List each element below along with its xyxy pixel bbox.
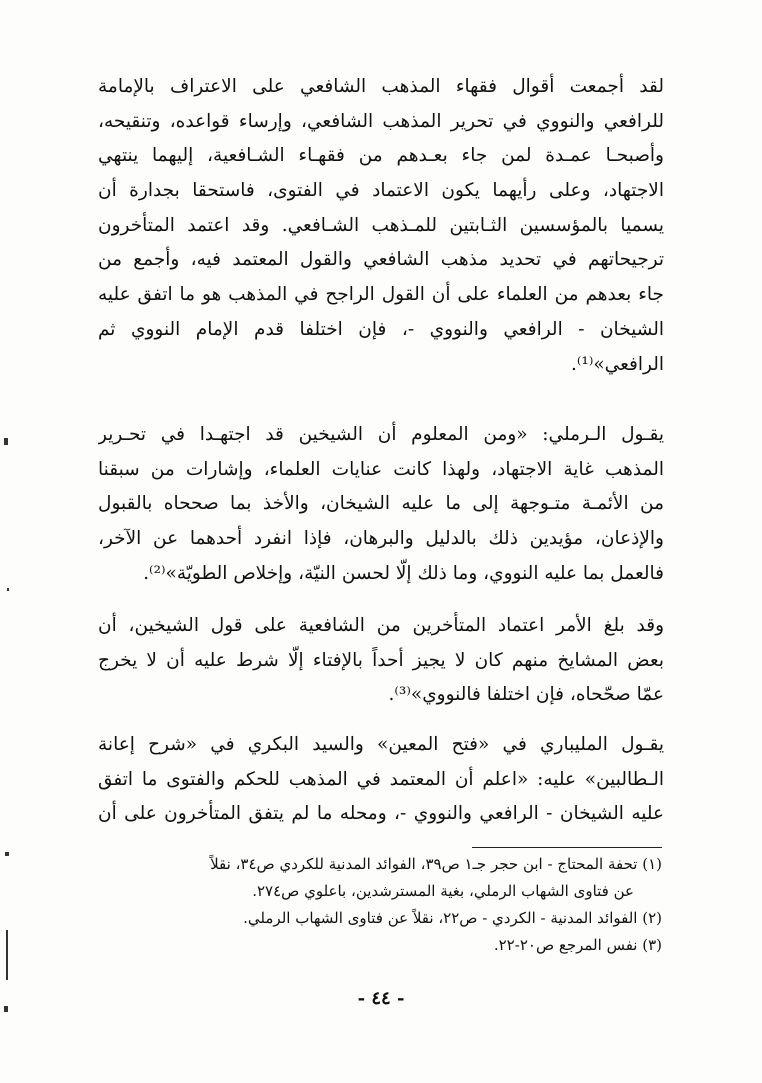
text-line: ترجيحاتهم في تحديد مذهب الشافعي والقول المعتمد فيه، وأجمع من bbox=[98, 249, 664, 271]
text-line: عمّا صحّحاه، فإن اختلفا فالنووي»⁽³⁾. bbox=[388, 684, 664, 706]
text-line: يسميا بالمؤسسين الثـابتين للمـذهب الشـافعي. وقد اعتمد المتأخرون bbox=[98, 214, 664, 236]
footnotes bbox=[110, 851, 662, 959]
text-line: المذهب غاية الاجتهاد، ولهذا كانت عنايات العلماء، وإشارات من سبقنا bbox=[98, 458, 664, 480]
text-line: جاء بعدهم من العلماء على أن القول الراجح في المذهب هو ما اتفق عليه bbox=[98, 284, 664, 306]
page-number: - ٤٤ - bbox=[357, 988, 405, 1009]
text-line: يقـول الـرملي: «ومن المعلوم أن الشيخين قد اجتهـدا في تحـرير bbox=[98, 424, 664, 445]
paragraph-3 bbox=[98, 609, 664, 713]
scan-mark bbox=[6, 930, 8, 980]
paragraph-1 bbox=[98, 70, 664, 382]
text-line: الشيخان - الرافعي والنووي -، فإن اختلفا قدم الإمام النووي ثم bbox=[98, 318, 664, 340]
text-line: الاجتهاد، وعلى رأيهما يكون الاعتماد في الفتوى، فاستحقا بجدارة أن bbox=[98, 180, 664, 202]
scan-mark bbox=[5, 852, 9, 856]
footnote-3: (٣) نفس المرجع ص٢٠-٢٢. bbox=[493, 936, 662, 954]
text-line: يقـول المليباري في «فتح المعين» والسيد البكري في «شرح إعانة bbox=[98, 734, 664, 755]
scan-mark bbox=[7, 588, 9, 591]
footnote-2: (٢) الفوائد المدنية - الكردي - ص٢٢، نقلاً عن فتاوى الشهاب الرملي. bbox=[243, 909, 662, 927]
paragraph-4 bbox=[98, 728, 664, 832]
text-line: من الأئمـة متـوجهة إلى ما عليه الشيخان، والأخذ بما صححاه بالقبول bbox=[98, 493, 664, 515]
text-line: الرافعي»⁽¹⁾. bbox=[570, 353, 664, 375]
text-line: وأصبحـا عمـدة لمن جاء بعـدهم من فقهـاء الشـافعية، إليهما ينتهي bbox=[98, 145, 664, 167]
text-line: الـطالبين» عليه: «اعلم أن المعتمد في المذهب للحكم والفتوى ما اتفق bbox=[98, 768, 664, 790]
text-line: لقد أجمعت أقوال فقهاء المذهب الشافعي على الاعتراف بالإمامة bbox=[98, 76, 664, 97]
text-line: فالعمل بما عليه النووي، وما ذلك إلّا لحسن النيّة، وإخلاص الطويّة»⁽²⁾. bbox=[143, 562, 664, 584]
text-line: للرافعي والنووي في تحرير المذهب الشافعي، وإرساء قواعده، وتنقيحه، bbox=[98, 110, 664, 132]
footnote-1: (١) تحفة المحتاج - ابن حجر جـ١ ص٣٩، الفوائد المدنية للكردي ص٣٤، نقلاً bbox=[210, 855, 662, 873]
text-line: والإذعان، مؤيدين ذلك بالدليل والبرهان، فإذا انفرد أحدهما عن الآخر، bbox=[98, 528, 664, 550]
text-line: عليه الشيخان - الرافعي والنووي -، ومحله ما لم يتفق المتأخرون على أن bbox=[98, 803, 664, 825]
footnote-divider bbox=[472, 847, 662, 848]
footnote-1-continuation: عن فتاوى الشهاب الرملي، بغية المسترشدين، باعلوي ص٢٧٤. bbox=[252, 882, 634, 900]
scan-mark bbox=[4, 438, 8, 445]
scan-mark bbox=[4, 1006, 8, 1012]
paragraph-2 bbox=[98, 418, 664, 591]
text-line: وقد بلغ الأمر اعتماد المتأخرين من الشافعية على قول الشيخين، أن bbox=[98, 615, 664, 636]
text-line: بعض المشايخ منهم كان لا يجيز أحداً بالإفتاء إلّا شرط عليه أن لا يخرج bbox=[98, 649, 664, 671]
